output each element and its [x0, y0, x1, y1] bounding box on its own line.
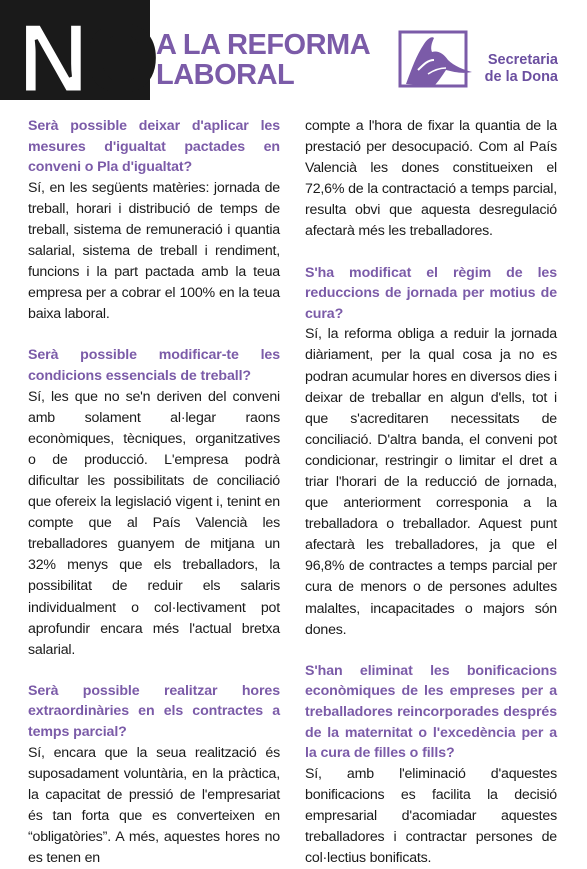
- answer-3: Sí, encara que la seua realització és suposadament voluntària, en la pràctica, la capacitat de pressió de l'empresariat és tan forta que es converteixen en “obligatòries”. A més, aquestes hores no es tenen en: [28, 744, 280, 867]
- question-1: Serà possible deixar d'aplicar les mesures d'igualtat pactades en conveni o Pla d'igualtat?: [28, 118, 280, 176]
- big-no-word: NO: [18, 3, 156, 113]
- logo-text-line-2: de la Dona: [484, 69, 558, 85]
- logo-text-line-1: Secretaria: [487, 52, 558, 68]
- right-column: [305, 116, 557, 869]
- secretaria-dona-logo-icon: [398, 30, 474, 88]
- page-header: [0, 0, 587, 113]
- spacer: [28, 325, 280, 345]
- left-column: [28, 116, 280, 869]
- answer-4: Sí, la reforma obliga a reduir la jornada diàriament, per la qual cosa ja no es podran acumular hores en diversos dies i deixar de treballar en algun d'ells, tot i que s'acreditaren necessitats de conciliació. D'altra banda, el conveni pot condicionar, restringir o limitar el dret a triar l'horari de la reducció de jornada, que anteriorment corresponia a la treballadora o treballador. Aquest punt afectarà les treballadores, ja que el 96,8% de contractes a temps parcial per cura de menors o de persones adultes malaltes, incapacitades o majors són dones.: [305, 326, 557, 638]
- headline-line-2: LABORAL: [156, 59, 295, 91]
- question-5: S'han eliminat les bonificacions econòmiques de les empreses per a treballadores reincorporades després de la maternitat o l'excedència per a la cura de filles o fills?: [305, 662, 557, 762]
- answer-3-continued: compte a l'hora de fixar la quantia de la prestació per desocupació. Com al País Valencià les dones constitueixen el 72,6% de la contractació a temps parcial, resulta obvi que aquesta desregulació afectarà més les treballadores.: [305, 118, 557, 240]
- spacer: [28, 661, 280, 681]
- spacer: [305, 641, 557, 661]
- question-3: Serà possible realitzar hores extraordinàries en els contractes a temps parcial?: [28, 682, 280, 741]
- question-2: Serà possible modificar-te les condicions essencials de treball?: [28, 347, 280, 385]
- answer-2: Sí, les que no se'n deriven del conveni amb solament al·legar raons econòmiques, tècniques, organitzatives o de producció. L'empresa podrà dificultar les possibilitats de conciliació que ofereix la legislació vigent i, tenint en compte que al País Valencià les treballadores guanyem de mitjana un 32% menys que els treballadors, la possibilitat de reduir els salaris individualment o col·lectivament pot aprofundir encara més l'actual bretxa salarial.: [28, 388, 280, 658]
- headline-line-1: A LA REFORMA: [156, 29, 371, 61]
- answer-5: Sí, amb l'eliminació d'aquestes bonificacions es facilita la decisió empresarial d'acomiadar aquestes treballadores i contractar persones de col·lectius bonificats.: [305, 765, 557, 867]
- spacer: [305, 243, 557, 263]
- question-4: S'ha modificat el règim de les reduccions de jornada per motius de cura?: [305, 264, 557, 322]
- answer-1: Sí, en les següents matèries: jornada de treball, horari i distribució de temps de treball, sistema de remuneració i quantia salarial, sistema de treball i rendiment, funcions i la part pactada amb la teua empresa per a cobrar el 100% en la teua baixa laboral.: [28, 179, 280, 323]
- headline: [156, 30, 370, 90]
- logo-text: [476, 52, 558, 86]
